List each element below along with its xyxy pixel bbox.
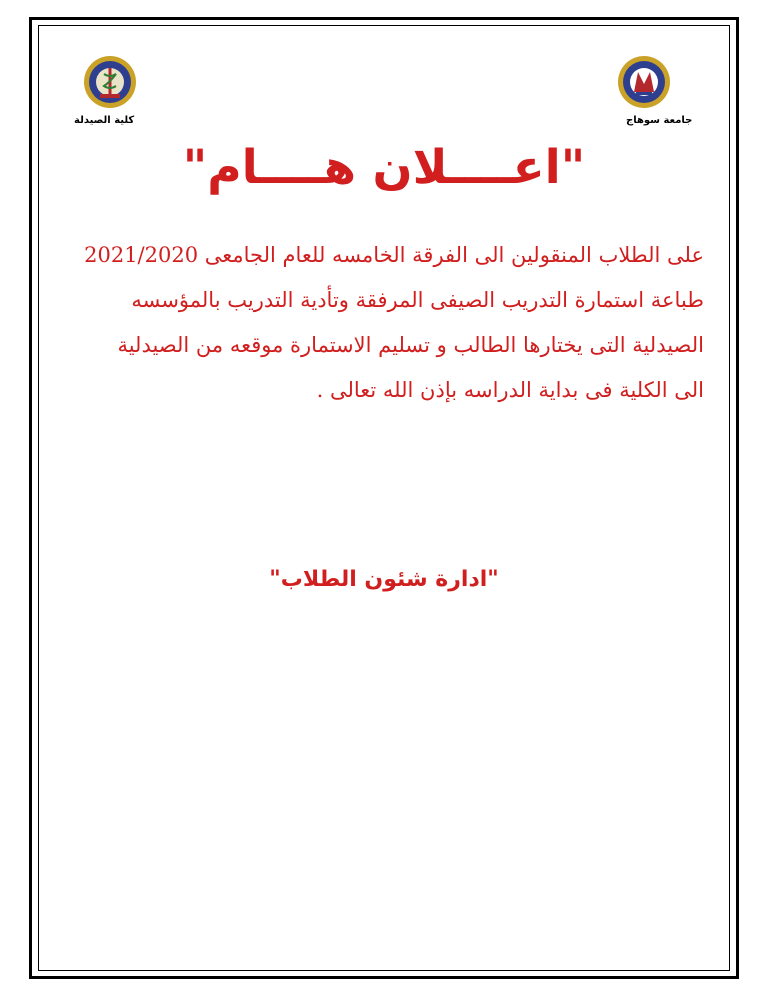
sohag-university-logo-icon: [614, 54, 674, 110]
university-caption: جامعة سوهاج: [626, 115, 693, 126]
announcement-body: [84, 233, 704, 413]
body-line: الصيدلية التى يختارها الطالب و تسليم الاستمارة موقعه من الصيدلية: [117, 333, 704, 357]
student-affairs-signature: "ادارة شئون الطلاب": [269, 567, 499, 592]
body-line: الى الكلية فى بداية الدراسه بإذن الله تعالى .: [316, 378, 704, 402]
body-line: طباعة استمارة التدريب الصيفى المرفقة وتأدية التدريب بالمؤسسه: [131, 288, 704, 312]
body-line: على الطلاب المنقولين الى الفرقة الخامسه للعام الجامعى 2021/2020: [84, 243, 704, 267]
faculty-caption: كلية الصيدلة: [74, 115, 135, 126]
announcement-title: "اعــــلان هــــام": [182, 140, 586, 195]
pharmacy-faculty-logo-icon: [80, 54, 140, 110]
